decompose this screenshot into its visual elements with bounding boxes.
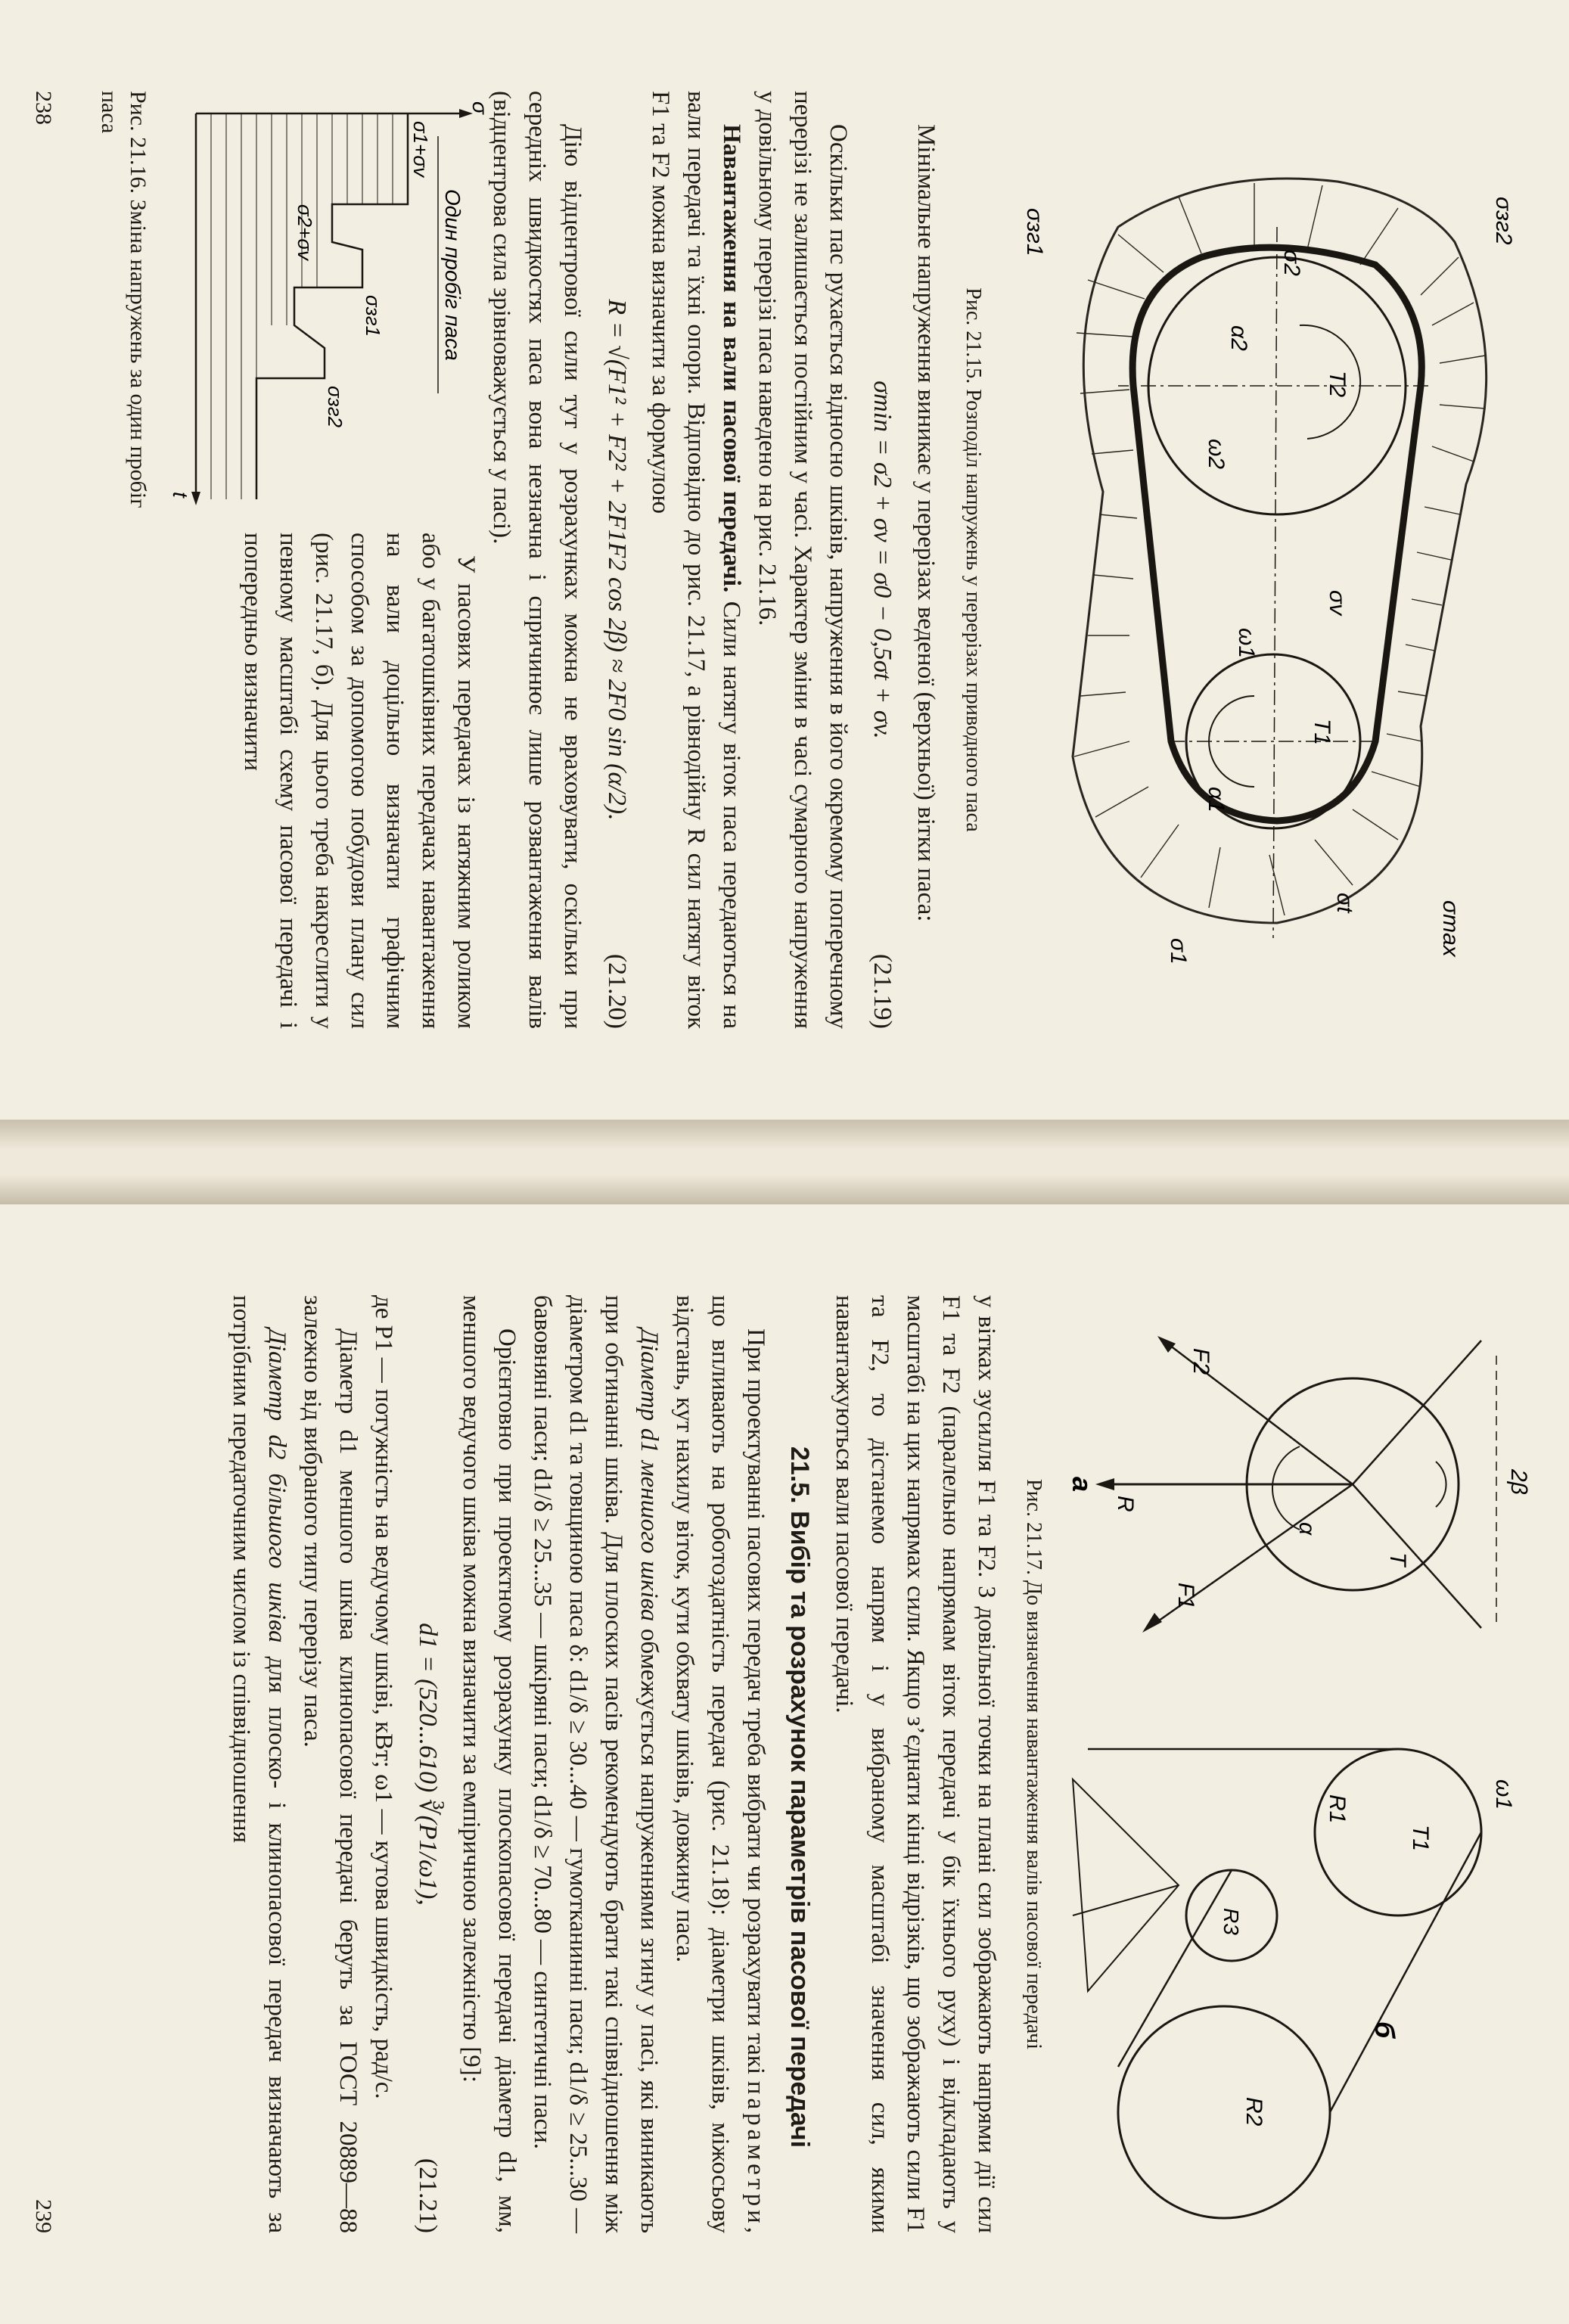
formula-21-20-number: (21.20) bbox=[603, 953, 631, 1029]
shaft-load-diagram bbox=[1058, 1310, 1531, 2218]
formula-21-19-expr: σmin = σ2 + σv = σ0 − 0,5σt + σv. bbox=[868, 381, 896, 739]
figure-21-16-row bbox=[95, 91, 492, 1029]
page-238-content bbox=[95, 91, 1527, 1029]
paragraph-stress-cycle: Оскільки пас рухається відносно шківів, напруження в його окремому поперечному перерізі не залишається постійним у часі. Характер зміни в часі сумарного напруження у довільному перерізі паса наведено на рис. 21.16. bbox=[753, 91, 852, 1029]
formula-21-20-expr: R = √(F1² + F2² + 2F1F2 cos 2β) ≈ 2F0 sin (α/2). bbox=[603, 299, 631, 821]
formula-21-21 bbox=[410, 1295, 446, 2233]
label-alpha-1: α1 bbox=[1204, 787, 1229, 812]
label-T1-b: T1 bbox=[1408, 1825, 1433, 1852]
paragraph-where: де P1 — потужність на ведучому шківі, кВт; ω1 — кутова швидкість, рад/с. bbox=[370, 1295, 397, 2099]
figure-21-16-caption: Рис. 21.16. Зміна напружень за один пробіг паса bbox=[97, 91, 151, 508]
label-R3-b: R3 bbox=[1219, 1908, 1243, 1935]
page-number-238: 238 bbox=[31, 91, 56, 125]
label-sz2: σзг2 bbox=[324, 386, 346, 428]
label-sigma-t: σt bbox=[1332, 893, 1357, 913]
subfigure-b-label: б bbox=[1369, 2021, 1400, 2039]
paragraph-design-params-b: , що впливають на роботоздатність передач (рис. 21.18): діаметри шківів, міжосьову відстань, кут нахилу віток, кути обхвату шківів, довжину паса. bbox=[671, 1295, 769, 2233]
label-omega1-b: ω1 bbox=[1491, 1779, 1516, 1810]
figure-21-15-caption: Рис. 21.15. Розподіл напружень у перерізах приводного паса bbox=[962, 287, 985, 832]
book-gutter bbox=[0, 1120, 1569, 1204]
formula-21-20 bbox=[599, 91, 635, 1029]
page-239-content bbox=[223, 1295, 1531, 2233]
heading-shaft-load: Навантаження на вали пасової передачі. bbox=[718, 124, 745, 593]
figure-21-16 bbox=[95, 91, 492, 514]
label-T-a: T bbox=[1385, 1552, 1410, 1567]
label-R1-b: R1 bbox=[1325, 1794, 1350, 1824]
formula-21-21-expr: d1 = (520...610) ∛(P1/ω1), bbox=[414, 1623, 442, 1906]
label-F1-a: F1 bbox=[1173, 1583, 1198, 1610]
formula-21-19-number: (21.19) bbox=[868, 953, 896, 1029]
paragraph-design-params bbox=[666, 1295, 773, 2233]
page-number-239: 239 bbox=[31, 2199, 56, 2233]
label-two-beta: 2β bbox=[1506, 1469, 1531, 1495]
label-sigma-max: σmax bbox=[1438, 900, 1463, 957]
axis-t-label: t bbox=[169, 492, 192, 498]
label-omega-1: ω1 bbox=[1234, 628, 1259, 659]
paragraph-force-plan: у вітках зусилля F1 та F2. З довільної точки на плані сил зображають напрями дії сил F1 та F2 (паралельно напрямам віток передачі у бік їхнього руху) і відкладають у масштабі на цих напрямах сили. Якщо з’єднати кінці відрізків, що зображають сили F1 та F2, то дістанемо напрям і у вибраному масштабі значення сил, якими навантажуються вали пасової передачі. bbox=[831, 1295, 1000, 2233]
paragraph-d1-italic: Діаметр d1 меншого шківа bbox=[635, 1328, 663, 1622]
label-s1-plus-sv: σ1+σv bbox=[409, 121, 432, 178]
section-title-21-5: 21.5. Вибір та розрахунок параметрів пасової передачі bbox=[785, 1446, 814, 2148]
paragraph-rollers-column bbox=[95, 533, 483, 1029]
label-R2-b: R2 bbox=[1241, 2097, 1266, 2127]
label-T1: T1 bbox=[1310, 719, 1334, 746]
paragraph-gost: Діаметр d1 меншого шківа клинопасової передачі беруть за ГОСТ 20889—88 залежно від вибраного типу перерізу паса. bbox=[299, 1295, 362, 2233]
run-label: Один пробіг паса bbox=[441, 189, 464, 361]
belt-stress-diagram bbox=[997, 136, 1527, 983]
paragraph-d2 bbox=[223, 1295, 294, 2233]
label-s2-plus-sv: σ2+σv bbox=[294, 204, 316, 261]
formula-21-19 bbox=[865, 91, 900, 1029]
paragraph-d2-italic: Діаметр d2 більшого шківа bbox=[263, 1328, 290, 1643]
label-sigma-z2: σзг2 bbox=[1491, 197, 1516, 245]
label-sigma-z1: σзг1 bbox=[1022, 208, 1047, 256]
paragraph-design-params-a: При проектуванні пасових передач треба вибрати чи розрахувати такі bbox=[742, 1328, 769, 2081]
paragraph-shaft-load bbox=[642, 91, 749, 1029]
figure-21-15 bbox=[997, 136, 1527, 983]
label-sigma-2: σ2 bbox=[1279, 250, 1304, 276]
label-sigma-v: σv bbox=[1325, 590, 1350, 616]
paragraph-empirical: Орієнтовно при проектному розрахунку плоскопасової передачі діаметр d1, мм, меншого ведучого шківа можна визначити за емпіричною залежністю [9]: bbox=[458, 1295, 520, 2233]
label-alpha: α bbox=[1294, 1522, 1319, 1536]
subfigure-a-label: а bbox=[1067, 1477, 1098, 1493]
paragraph-min-stress: Мінімальне напруження виникає у перерізах веденої (верхньої) вітки паса: bbox=[912, 124, 940, 922]
paragraph-centrifugal: Дію відцентрової сили тут у розрахунках можна не враховувати, оскільки при середніх швидкостях паса вона незначна і спричинює лише розвантаження валів (відцентрова сила зрівноважується у пасі). bbox=[488, 91, 586, 1029]
axis-sigma-label: σ bbox=[468, 101, 492, 114]
label-R-a: R bbox=[1113, 1496, 1138, 1512]
paragraph-design-params-spaced: параметри bbox=[742, 2080, 769, 2227]
paragraph-d2-text: для плоско- і клинопасової передач визначають за потрібним передаточним числом із співвідношення bbox=[228, 1295, 290, 2233]
label-omega-2: ω2 bbox=[1204, 439, 1229, 470]
page-239 bbox=[0, 1204, 1569, 2324]
paragraph-shaft-load-text: Сили натягу віток паса передаються на вали передачі та їхні опори. Відповідно до рис. 21.17, а рівнодійну R сил натягу віток F1 та F2 можна визначити за формулою bbox=[647, 91, 745, 1029]
label-alpha-2: α2 bbox=[1226, 325, 1251, 351]
paragraph-d1-text: обмежується напруженнями згину у пасі, які виникають при обгинанні шківа. Для плоских пасів рекомендують брати такі співвідношення між діаметром d1 та товщиною паса δ: d1/δ ≥ 30...40 — гумотканинні паси; d1/δ ≥ 25...30 — бавовняні паси; d1/δ ≥ 25...35 — шкіряні паси; d1/δ ≥ 70...80 — синтетичні паси. bbox=[529, 1295, 663, 2233]
label-sz1: σзг1 bbox=[362, 295, 384, 337]
paragraph-rollers: У пасових передачах із натяжним роликом або у багатошківних передачах навантаження на вали доцільно визначати графічним способом за допомогою побудови плану сил (рис. 21.17, б). Для цього треба накреслити у певному масштабі схему пасової передачі і попередньо визначити bbox=[239, 533, 480, 1029]
paragraph-d1 bbox=[524, 1295, 666, 2233]
stress-time-chart bbox=[166, 91, 492, 514]
page-238 bbox=[0, 0, 1569, 1120]
formula-21-21-number: (21.21) bbox=[414, 2158, 442, 2233]
label-F2-a: F2 bbox=[1188, 1348, 1213, 1375]
label-T2: T2 bbox=[1325, 371, 1350, 398]
figure-21-17 bbox=[1058, 1310, 1531, 2218]
figure-21-17-caption: Рис. 21.17. До визначення навантаження валів пасової передачі bbox=[1022, 1479, 1045, 2049]
label-sigma-1: σ1 bbox=[1166, 938, 1191, 965]
